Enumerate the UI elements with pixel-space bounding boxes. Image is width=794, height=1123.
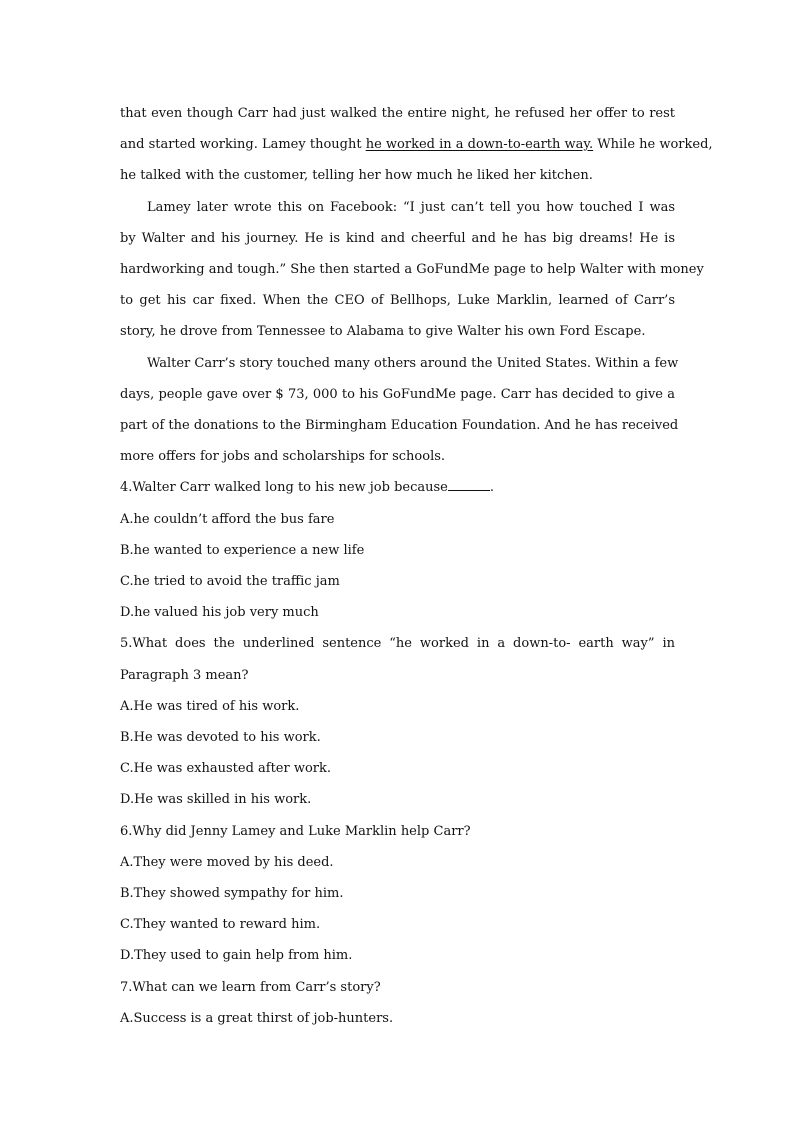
question-7 bbox=[120, 972, 675, 1034]
page-content bbox=[120, 98, 713, 1034]
text-line: part of the donations to the Birmingham Education Foundation. And he has received bbox=[120, 418, 679, 434]
question-text: . bbox=[489, 480, 495, 496]
option-b: B.he wanted to experience a new life bbox=[120, 542, 365, 558]
text-span: and started working. Lamey thought bbox=[120, 137, 366, 153]
text-line: days, people gave over $ 73, 000 to his GoFundMe page. Carr has decided to give a bbox=[120, 386, 675, 402]
underlined-sentence: he worked in a down-to-earth way. bbox=[365, 137, 594, 153]
text-line: Lamey later wrote this on Facebook: “I just can’t tell you how touched I was bbox=[147, 199, 675, 215]
option-a: A.Success is a great thirst of job-hunters. bbox=[120, 1010, 394, 1026]
question-stem bbox=[120, 472, 675, 503]
option-b: B.They showed sympathy for him. bbox=[120, 886, 344, 902]
text-line: story, he drove from Tennessee to Alabama to give Walter his own Ford Escape. bbox=[120, 324, 646, 340]
option-d: D.They used to gain help from him. bbox=[120, 948, 353, 964]
question-stem: 5.What does the underlined sentence “he worked in a down-to- earth way” in bbox=[120, 636, 675, 652]
text-line: by Walter and his journey. He is kind and cheerful and he has big dreams! He is bbox=[120, 230, 675, 246]
option-c: C.he tried to avoid the traffic jam bbox=[120, 574, 340, 590]
answer-blank bbox=[448, 478, 490, 491]
option-a: A.he couldn’t afford the bus fare bbox=[120, 511, 335, 527]
text-line: to get his car fixed. When the CEO of Bellhops, Luke Marklin, learned of Carr’s bbox=[120, 293, 675, 309]
option-b: B.He was devoted to his work. bbox=[120, 730, 321, 746]
option-c: C.He was exhausted after work. bbox=[120, 761, 332, 777]
question-stem: 7.What can we learn from Carr’s story? bbox=[120, 979, 381, 995]
text-line bbox=[120, 129, 713, 160]
question-text: 4.Walter Carr walked long to his new job because bbox=[120, 480, 448, 496]
text-line: that even though Carr had just walked the entire night, he refused her offer to rest bbox=[120, 106, 675, 121]
option-c: C.They wanted to reward him. bbox=[120, 917, 321, 933]
text-line: he talked with the customer, telling her how much he liked her kitchen. bbox=[120, 168, 593, 184]
question-stem: Paragraph 3 mean? bbox=[120, 667, 249, 683]
text-line: hardworking and tough.” She then started a GoFundMe page to help Walter with money bbox=[120, 262, 704, 278]
text-line: Walter Carr’s story touched many others around the United States. Within a few bbox=[147, 355, 679, 371]
question-5 bbox=[120, 628, 675, 815]
text-line: more offers for jobs and scholarships for schools. bbox=[120, 449, 446, 465]
text-span: While he worked, bbox=[593, 137, 713, 153]
question-6 bbox=[120, 816, 675, 972]
question-stem: 6.Why did Jenny Lamey and Luke Marklin help Carr? bbox=[120, 823, 471, 839]
option-d: D.he valued his job very much bbox=[120, 605, 319, 621]
question-4 bbox=[120, 472, 675, 628]
paragraph-2 bbox=[120, 192, 704, 348]
option-a: A.They were moved by his deed. bbox=[120, 854, 334, 870]
paragraph-3 bbox=[120, 348, 679, 473]
option-a: A.He was tired of his work. bbox=[120, 698, 300, 714]
paragraph-1 bbox=[120, 98, 713, 192]
option-d: D.He was skilled in his work. bbox=[120, 792, 312, 808]
